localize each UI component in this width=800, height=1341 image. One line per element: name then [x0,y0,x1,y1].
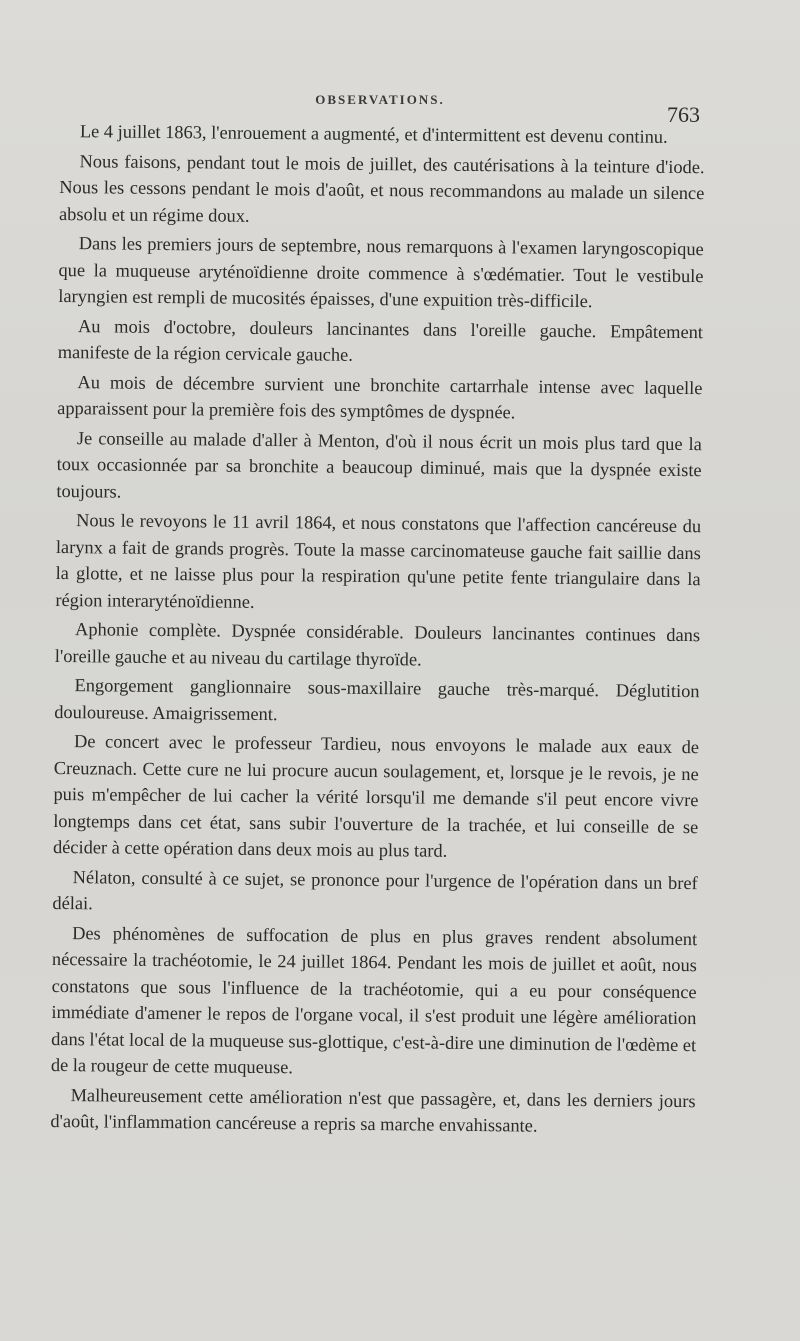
running-head: OBSERVATIONS. [315,92,445,107]
paragraph: Dans les premiers jours de septembre, nous remarquons à l'examen laryngoscopique que la muqueuse aryténoïdienne droite commence à s'œdématier. Tout le vestibule laryngien est rempli de mucosités épaisses, d'une expuition très-difficile. [58,233,704,312]
paragraph: Nélaton, consulté à ce sujet, se prononce pour l'urgence de l'opération dans un bref délai. [52,866,698,914]
page-number: 763 [667,102,700,127]
paragraph: Je conseille au malade d'aller à Menton, d'où il nous écrit un mois plus tard que la toux occasionnée par sa bronchite a beaucoup diminué, mais que la dyspnée existe toujours. [56,427,702,502]
paragraph: Le 4 juillet 1863, l'enrouement a augmenté, et d'intermittent est devenu continu. [79,121,668,147]
paragraph: Aphonie complète. Dyspnée considérable. Douleurs lancinantes continues dans l'oreille gauche et au niveau du cartilage thyroïde. [54,619,701,669]
paragraph: Nous faisons, pendant tout le mois de juillet, des cautérisations à la teinture d'iode. Nous les cessons pendant le mois d'août, et nous recommandons au malade un silence absolu et un régime doux. [58,150,705,226]
paragraph: Nous le revoyons le 11 avril 1864, et nous constatons que l'affection cancéreuse du larynx a fait de grands progrès. Toute la masse carcinomateuse gauche fait saillie dans la glotte, et ne laisse plus pour la respiration qu'une petite fente triangulaire dans la région interaryténoïdienne. [55,510,702,612]
paragraph: Au mois d'octobre, douleurs lancinantes dans l'oreille gauche. Empâtement manifeste de la région cervicale gauche. [57,315,704,365]
paragraph: Engorgement ganglionnaire sous-maxillaire gauche très-marqué. Déglutition douloureuse. Amaigrissement. [54,675,700,724]
paragraph: Au mois de décembre survient une bronchite cartarrhale intense avec laquelle apparaissent pour la première fois des symptômes de dyspnée. [57,371,703,423]
paragraph: De concert avec le professeur Tardieu, nous envoyons le malade aux eaux de Creuznach. Cette cure ne lui procure aucun soulagement, et, lorsque je le revois, je ne puis m'empêcher de lui cacher la vérité lorsqu'il me demande s'il peut encore vivre longtemps dans cet état, sans subir l'ouverture de la trachée, et lui conseille de se décider à cette opération dans deux mois au plus tard. [52,731,700,861]
paragraph: Malheureusement cette amélioration n'est que passagère, et, dans les derniers jours d'août, l'inflammation cancéreuse a repris sa marche envahissante. [50,1084,696,1136]
paragraph: Des phénomènes de suffocation de plus en plus graves rendent absolument nécessaire la trachéotomie, le 24 juillet 1864. Pendant les mois de juillet et août, nous constatons que sous l'influence de la trachéotomie, qui a eu pour conséquence immédiate d'amener le repos de l'organe vocal, il s'est produit une légère amélioration dans l'état local de la muqueuse sus-glottique, c'est-à-dire une diminution de l'œdème et de la rougeur de cette muqueuse. [50,922,698,1078]
body-text [50,118,705,1144]
